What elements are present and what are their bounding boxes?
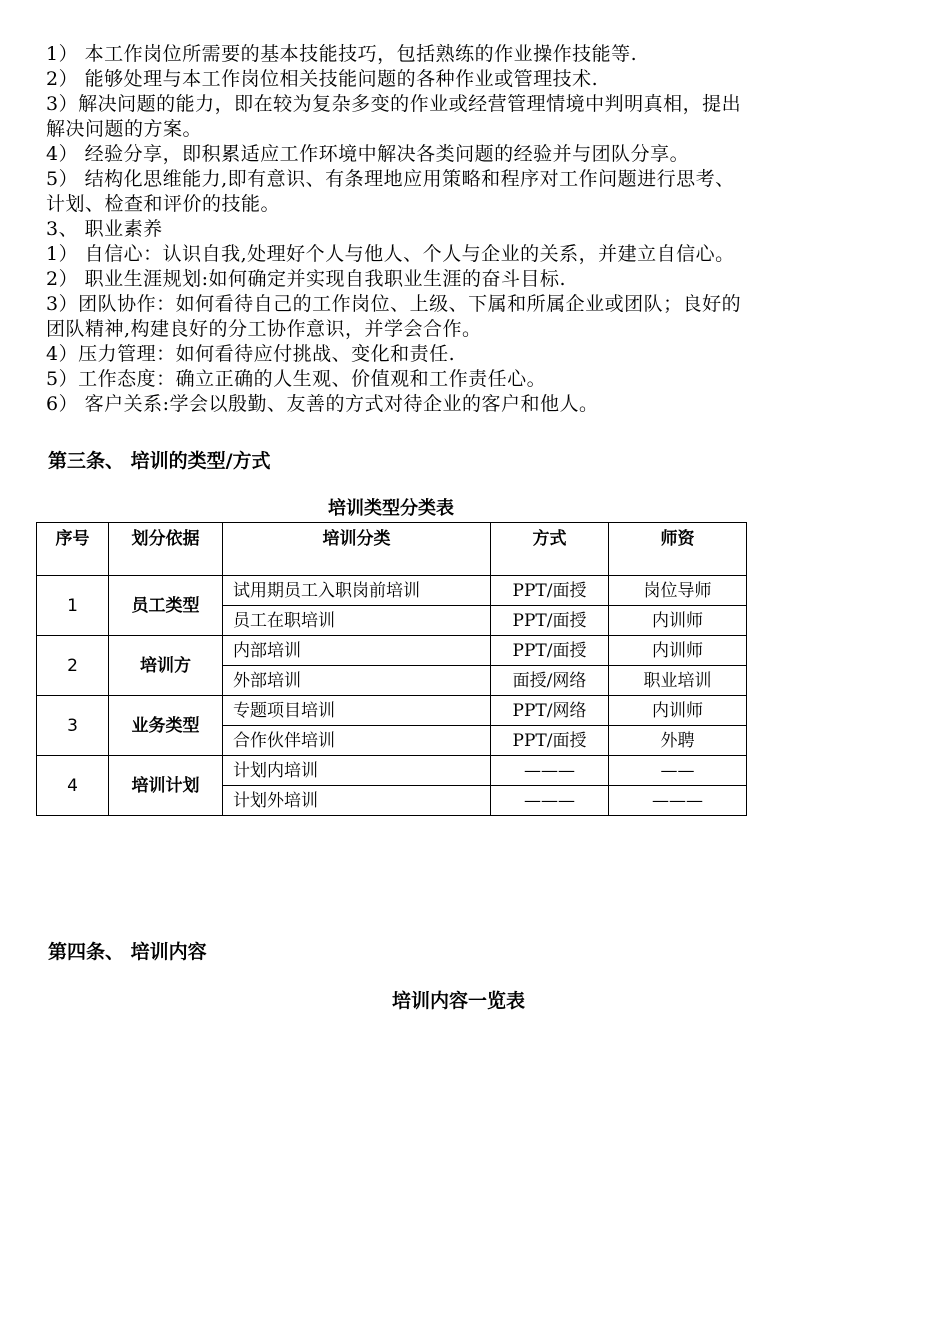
paragraph-line: 6） 客户关系:学会以殷勤、友善的方式对待企业的客户和他人。 — [46, 393, 599, 415]
header-cell: 培训分类 — [223, 523, 491, 576]
row-category: 计划内培训 — [223, 756, 491, 786]
table-row — [37, 636, 747, 666]
header-cell: 划分依据 — [109, 523, 223, 576]
table-row — [37, 756, 747, 786]
paragraph-line: 2） 职业生涯规划:如何确定并实现自我职业生涯的奋斗目标. — [46, 268, 567, 290]
paragraph-line: 2） 能够处理与本工作岗位相关技能问题的各种作业或管理技术. — [46, 68, 599, 90]
row-number: 4 — [37, 756, 109, 816]
paragraph-line: 3）解决问题的能力，即在较为复杂多变的作业或经营管理情境中判明真相，提出 — [46, 93, 742, 115]
row-number: 1 — [37, 576, 109, 636]
row-mode: PPT/网络 — [491, 696, 609, 726]
table-row — [37, 576, 747, 606]
table-header-row — [37, 523, 747, 576]
row-teacher: —— — [609, 756, 747, 786]
row-mode: ——— — [491, 786, 609, 816]
header-cell: 序号 — [37, 523, 109, 576]
row-category: 试用期员工入职岗前培训 — [223, 576, 491, 606]
section-heading-3: 第三条、 培训的类型/方式 — [48, 450, 271, 472]
paragraph-block — [46, 42, 908, 417]
row-teacher: 内训师 — [609, 636, 747, 666]
row-number: 2 — [37, 636, 109, 696]
row-mode: PPT/面授 — [491, 726, 609, 756]
row-basis: 业务类型 — [109, 696, 223, 756]
paragraph-line: 1） 自信心：认识自我,处理好个人与他人、个人与企业的关系，并建立自信心。 — [46, 243, 735, 265]
row-mode: ——— — [491, 756, 609, 786]
row-category: 专题项目培训 — [223, 696, 491, 726]
row-category: 计划外培训 — [223, 786, 491, 816]
paragraph-line: 3、 职业素养 — [46, 218, 163, 240]
row-basis: 培训计划 — [109, 756, 223, 816]
row-teacher: 内训师 — [609, 696, 747, 726]
content-table-title: 培训内容一览表 — [392, 990, 526, 1012]
paragraph-line: 计划、检查和评价的技能。 — [46, 193, 281, 215]
training-type-table — [36, 522, 747, 816]
paragraph-line: 团队精神,构建良好的分工协作意识，并学会合作。 — [46, 318, 482, 340]
paragraph-line: 5）工作态度：确立正确的人生观、价值观和工作责任心。 — [46, 368, 547, 390]
row-category: 内部培训 — [223, 636, 491, 666]
paragraph-line: 1） 本工作岗位所需要的基本技能技巧，包括熟练的作业操作技能等. — [46, 43, 638, 65]
paragraph-line: 3）团队协作：如何看待自己的工作岗位、上级、下属和所属企业或团队；良好的 — [46, 293, 742, 315]
row-basis: 培训方 — [109, 636, 223, 696]
row-teacher: 岗位导师 — [609, 576, 747, 606]
row-mode: 面授/网络 — [491, 666, 609, 696]
row-category: 员工在职培训 — [223, 606, 491, 636]
row-basis: 员工类型 — [109, 576, 223, 636]
row-teacher: 职业培训 — [609, 666, 747, 696]
paragraph-line: 4）压力管理：如何看待应付挑战、变化和责任. — [46, 343, 456, 365]
paragraph-line: 解决问题的方案。 — [46, 118, 203, 140]
row-category: 合作伙伴培训 — [223, 726, 491, 756]
row-mode: PPT/面授 — [491, 576, 609, 606]
row-teacher: 外聘 — [609, 726, 747, 756]
row-teacher: ——— — [609, 786, 747, 816]
row-teacher: 内训师 — [609, 606, 747, 636]
paragraph-line: 5） 结构化思维能力,即有意识、有条理地应用策略和程序对工作问题进行思考、 — [46, 168, 735, 190]
header-cell: 方式 — [491, 523, 609, 576]
table-title: 培训类型分类表 — [328, 498, 454, 519]
row-number: 3 — [37, 696, 109, 756]
row-category: 外部培训 — [223, 666, 491, 696]
paragraph-line: 4） 经验分享，即积累适应工作环境中解决各类问题的经验并与团队分享。 — [46, 143, 690, 165]
table-row — [37, 696, 747, 726]
row-mode: PPT/面授 — [491, 636, 609, 666]
header-cell: 师资 — [609, 523, 747, 576]
section-heading-4: 第四条、 培训内容 — [48, 941, 207, 963]
row-mode: PPT/面授 — [491, 606, 609, 636]
